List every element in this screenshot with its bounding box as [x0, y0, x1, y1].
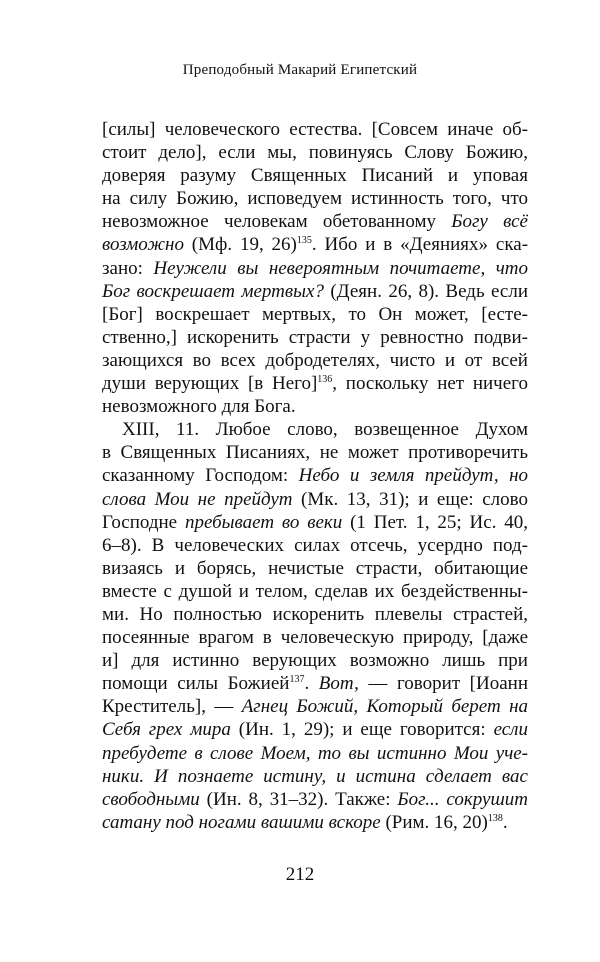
text-line	[102, 257, 528, 280]
text-run: на силу Божию, исповедуем истинность того, что	[102, 188, 528, 210]
text-run: невозможное человекам обетованному	[102, 211, 452, 233]
text-run: вместе с душой и телом, сделав их бездейственны-	[102, 580, 528, 602]
italic-run: Себя грех мира	[102, 719, 231, 741]
text-run: (Ин. 1, 29); и еще говорится:	[230, 719, 494, 741]
text-line	[102, 695, 528, 718]
footnote-ref: 137	[289, 674, 305, 686]
text-line	[102, 187, 528, 210]
text-run: души верующих [в Него]	[102, 373, 318, 395]
text-line	[102, 141, 528, 164]
text-run: зающихся во всех добродетелях, чисто и от всей	[102, 349, 528, 371]
text-run: 6–8). В человеческих силах отсечь, усердно под-	[102, 534, 529, 556]
text-line	[102, 557, 528, 580]
text-run: (Рим. 16, 20)	[380, 811, 488, 833]
text-run: — говорит [Иоанн	[358, 673, 529, 695]
text-run: XIII, 11. Любое слово, возвещенное Духом	[122, 419, 528, 441]
text-line	[102, 765, 528, 788]
text-line	[102, 672, 528, 695]
text-run: Креститель], —	[102, 696, 242, 718]
text-run: сказанному Господом:	[102, 465, 299, 487]
text-run: визаясь и борясь, нечистые страсти, обитающие	[102, 557, 529, 579]
text-line	[102, 118, 528, 141]
text-run: доверяя разуму Священных Писаний и уповая	[102, 165, 528, 187]
text-run: [Бог] воскрешает мертвых, то Он может, [есте-	[102, 303, 528, 325]
italic-run: свободными	[102, 788, 200, 810]
text-run: [силы] человеческого естества. [Совсем иначе об-	[102, 119, 528, 140]
footnote-ref: 135	[296, 235, 312, 247]
text-run: ственно,] искоренить страсти у ревностно подви-	[102, 326, 529, 348]
text-line	[102, 718, 528, 741]
italic-run: ники. И познаете истину, и истина сделает вас	[102, 765, 528, 787]
italic-run: Небо и земля прейдут, но	[298, 465, 528, 487]
text-line	[102, 349, 528, 372]
text-run: в Священных Писаниях, не может противоречить	[102, 442, 528, 464]
text-line	[102, 303, 528, 326]
italic-run: сатану под ногами вашими вскоре	[102, 811, 381, 833]
text-line	[102, 418, 528, 441]
page-number: 212	[285, 864, 315, 885]
text-line	[102, 372, 528, 395]
italic-run: возможно	[102, 234, 184, 256]
text-run: .	[502, 811, 508, 833]
text-line	[102, 580, 528, 603]
text-run: .	[304, 673, 319, 695]
text-line	[102, 164, 528, 187]
text-run: , поскольку нет ничего	[332, 373, 528, 395]
text-run: стоит дело], если мы, повинуясь Слову Божию,	[102, 142, 528, 164]
text-line	[102, 210, 528, 233]
text-run: . Ибо и в «Деяниях» ска-	[311, 234, 529, 256]
running-head: Преподобный Макарий Египетский	[182, 62, 418, 78]
text-run: (Деян. 26, 8). Ведь если	[323, 280, 528, 302]
italic-run: Бог воскрешает мертвых?	[102, 280, 324, 302]
text-run: зано:	[102, 257, 154, 279]
text-line	[102, 326, 528, 349]
italic-run: Неужели вы невероятным почитаете, что	[153, 257, 529, 279]
text-run: Господне	[102, 511, 185, 533]
text-line	[102, 441, 528, 464]
text-line	[102, 464, 528, 487]
text-line	[102, 649, 528, 672]
italic-run: Вот,	[318, 673, 359, 695]
text-run: и] для истинно верующих возможно лишь при	[102, 650, 528, 672]
text-run: (Ин. 8, 31–32). Также:	[199, 788, 398, 810]
italic-run: Агнец Божий, Который берет на	[241, 696, 529, 718]
text-run: (Мф. 19, 26)	[183, 234, 297, 256]
italic-run: слова Мои не прейдут	[102, 488, 293, 510]
text-run: (Мк. 13, 31); и еще: слово	[292, 488, 528, 510]
text-line	[102, 811, 528, 834]
body-text	[102, 118, 528, 834]
text-line	[102, 603, 528, 626]
text-run: невозможного для Бога.	[102, 396, 296, 418]
text-line	[102, 788, 528, 811]
text-line	[102, 233, 528, 256]
italic-run: если	[493, 719, 528, 741]
text-line	[102, 280, 528, 303]
text-line	[102, 488, 528, 511]
text-line	[102, 742, 528, 765]
text-run: ми. Но полностью искоренить плевелы страстей,	[102, 603, 529, 625]
text-line	[102, 626, 528, 649]
footnote-ref: 136	[317, 374, 333, 386]
italic-run: Богу всё	[451, 211, 528, 233]
text-line	[102, 511, 528, 534]
text-line	[102, 534, 528, 557]
italic-run: Бог... сокрушит	[397, 788, 529, 810]
text-run: посеянные врагом в человеческую природу, [даже	[102, 627, 529, 649]
italic-run: пребудете в слове Моем, то вы истинно Мои уче-	[102, 742, 529, 764]
text-run: помощи силы Божией	[102, 673, 290, 695]
footnote-ref: 138	[487, 812, 503, 824]
italic-run: пребывает во веки	[184, 511, 343, 533]
text-run: (1 Пет. 1, 25; Ис. 40,	[342, 511, 528, 533]
text-line	[102, 395, 528, 418]
